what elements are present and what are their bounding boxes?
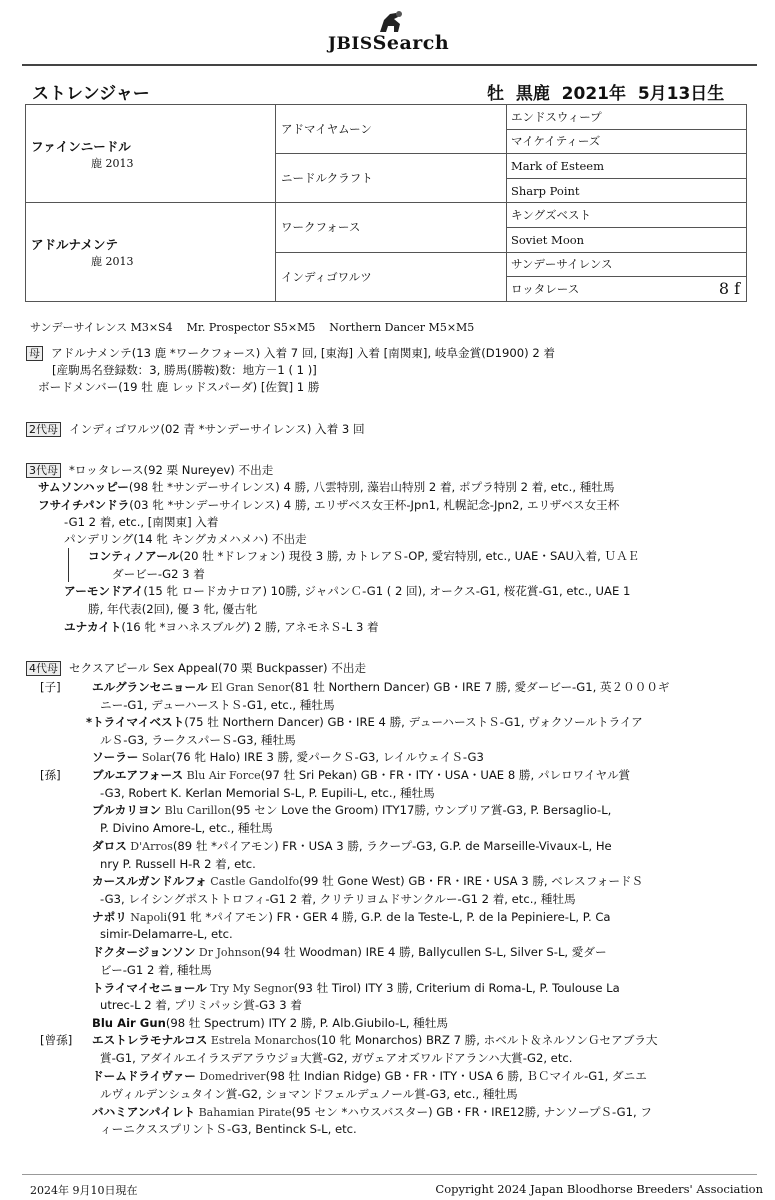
descendant-record-cont: -G3, Robert K. Kerlan Memorial S-L, P. Eupili-L, etc., 種牡馬	[100, 786, 435, 800]
descendant-english-name: Dr Johnson	[195, 946, 262, 959]
descendant-line-cont	[100, 697, 335, 714]
horse-icon	[372, 10, 412, 34]
ggs-5: キングズベスト	[507, 203, 747, 228]
descendant-line-cont	[100, 891, 576, 908]
descendant-record: (95 セン *ハウスバスター) GB・FR・IRE12勝, ナンソープＳ-G1, フ	[291, 1105, 652, 1119]
descendant-name: ダロス	[92, 839, 127, 853]
dam-cell	[26, 203, 276, 301]
descendant-record-cont: utrec-L 2 着, プリミパッシ賞-G3 3 着	[100, 998, 302, 1012]
descendant-record-cont: ビー-G1 2 着, 種牡馬	[100, 963, 212, 977]
second-dam-record: インディゴワルツ(02 青 *サンデーサイレンス) 入着 3 回	[69, 422, 365, 436]
progeny-name: サムソンハッピー	[38, 480, 129, 494]
jbis-logo[interactable]	[328, 10, 458, 54]
dam-progeny-summary: [産駒馬名登録数：3, 勝馬(勝鞍)数：地方－1 ( 1 )]	[52, 363, 317, 377]
descendant-name: *トライマイベスト	[86, 715, 185, 729]
descendant-name: トライマイセニョール	[92, 981, 207, 995]
descendant-line-cont	[100, 962, 212, 979]
descendant-record-cont: ルヴィルデンシュタイン賞-G2, ショマンドフェルデュノール賞-G3, etc., 種牡馬	[100, 1087, 518, 1101]
gs-1: アドマイヤムーン	[276, 105, 507, 154]
progeny-record: (03 牝 *サンデーサイレンス) 4 勝, エリザベス女王杯-Jpn1, 札幌記念-Jpn2, エリザベス女王杯	[129, 498, 620, 512]
descendant-name: ブルカリヨン	[92, 803, 162, 817]
descendant-name: Blu Air Gun	[92, 1016, 166, 1030]
descendant-name: ブルエアフォース	[92, 768, 184, 782]
descendant-record: (98 牡 Indian Ridge) GB・FR・ITY・USA 6 勝, ＢＣマイル-G1, ダニエ	[265, 1069, 647, 1083]
dam-tag: 母	[26, 346, 43, 361]
descendant-name: エルグランセニョール	[92, 680, 208, 694]
ggs-4: Sharp Point	[507, 178, 747, 203]
descendant-record: (93 牡 Tirol) ITY 3 勝, Criterium di Roma-L, P. Toulouse La	[293, 981, 620, 995]
footer-divider	[22, 1174, 757, 1175]
dam-progeny-1: ボードメンバー(19 牡 鹿 レッドスパーダ) [佐賀] 1 勝	[38, 380, 320, 394]
descendant-line	[92, 873, 643, 890]
descendant-name: エストレラモナルコス	[92, 1033, 208, 1047]
great-grandchild-label: [曾孫]	[40, 1033, 73, 1047]
third-dam-record: *ロッタレース(92 栗 Nureyev) 不出走	[69, 463, 274, 477]
third-dam-progeny-5-cont: 勝, 年代表(2回), 優 3 牝, 優古牝	[88, 602, 258, 616]
progeny-name: フサイチパンドラ	[38, 498, 130, 512]
dam-line-1	[26, 345, 555, 362]
descendant-record-cont: P. Divino Amore-L, etc., 種牡馬	[100, 821, 273, 835]
descendant-name: ドクタージョンソン	[92, 945, 196, 959]
dam-record: アドルナメンテ(13 鹿 *ワークフォース) 入着 7 回, [東海] 入着 [南関東], 岐阜金賞(D1900) 2 着	[51, 346, 556, 360]
descendant-record: (94 牡 Woodman) IRE 4 勝, Ballycullen S-L, Silver S-L, 愛ダー	[261, 945, 607, 959]
descendant-record: (98 牡 Spectrum) ITY 2 勝, P. Alb.Giubilo-L, 種牡馬	[165, 1016, 448, 1030]
descendant-line	[92, 838, 612, 855]
fourth-dam-tag: 4代母	[26, 661, 61, 676]
descendant-name: ソーラー	[92, 750, 139, 764]
descendant-english-name: Domedriver	[195, 1070, 266, 1083]
third-dam-progeny-3: パンデリング(14 牝 キングカメハメハ) 不出走	[64, 532, 307, 546]
descendant-record: (81 牡 Northern Dancer) GB・IRE 7 勝, 愛ダービー-G1, 英２０００ギ	[290, 680, 670, 694]
gs-2: ニードルクラフト	[276, 154, 507, 203]
descendant-name: ドームドライヴァー	[92, 1069, 196, 1083]
fourth-dam-line	[26, 660, 366, 677]
dam-name: アドルナメンテ	[31, 237, 119, 253]
grandchild-label: [孫]	[40, 768, 61, 782]
logo-suffix: Search	[372, 32, 450, 54]
gs-3: ワークフォース	[276, 203, 507, 252]
descendant-record: (99 牡 Gone West) GB・FR・IRE・USA 3 勝, ベレスフォードＳ	[299, 874, 644, 888]
descendant-line	[92, 1104, 652, 1121]
descendant-line	[92, 749, 484, 766]
descendant-english-name: El Gran Senor	[207, 681, 291, 694]
descendant-record: (97 牡 Sri Pekan) GB・FR・ITY・USA・UAE 8 勝, パレロワイヤル賞	[260, 768, 631, 782]
ggs-3: Mark of Esteem	[507, 154, 747, 179]
ggs-8	[507, 277, 747, 302]
descendant-record: (10 牝 Monarchos) BRZ 7 勝, ホベルト＆ネルソンＧセアブラ大	[316, 1033, 658, 1047]
ggs-7: サンデーサイレンス	[507, 252, 747, 277]
ggs-6: Soviet Moon	[507, 227, 747, 252]
progeny-name: コンティノアール	[88, 549, 180, 563]
descendant-english-name: Bahamian Pirate	[195, 1106, 292, 1119]
descendant-line	[92, 802, 611, 819]
descendant-line	[92, 1015, 448, 1032]
descendant-line-cont	[100, 1121, 357, 1138]
descendant-record-cont: simir-Delamarre-L, etc.	[100, 927, 233, 941]
progeny-name: ユナカイト	[64, 620, 122, 634]
descendant-english-name: Castle Gandolfo	[206, 875, 300, 888]
descendant-english-name: Blu Carillon	[161, 804, 232, 817]
descendant-english-name: Estrela Monarchos	[207, 1034, 317, 1047]
sire-cell	[26, 105, 276, 203]
descendant-record: (89 牡 *パイアモン) FR・USA 3 勝, ラクープ-G3, G.P. de Marseille-Vivaux-L, He	[172, 839, 612, 853]
logo-brand: JBIS	[328, 34, 373, 54]
ggs-1: エンドスウィープ	[507, 105, 747, 130]
descendant-record-cont: -G3, レイシングポストトロフィ-G1 2 着, クリテリヨムドサンクルー-G1 2 着, etc., 種牡馬	[100, 892, 576, 906]
descendant-line	[92, 980, 620, 997]
descendant-line	[92, 767, 630, 784]
descendant-record-cont: ルＳ-G3, ラークスパーＳ-G3, 種牡馬	[100, 733, 296, 747]
descendant-record: (76 牝 Halo) IRE 3 勝, 愛パークＳ-G3, レイルウェイＳ-G3	[171, 750, 484, 764]
descendant-english-name: Napoli	[126, 911, 168, 924]
descendant-english-name: Try My Segnor	[206, 982, 294, 995]
descendant-line-cont	[100, 997, 302, 1014]
progeny-record: (15 牝 ロードカナロア) 10勝, ジャパンＣ-G1 ( 2 回), オークス-G1, 桜花賞-G1, etc., UAE 1	[143, 584, 631, 598]
progeny-record: (16 牝 *ヨハネスブルグ) 2 勝, アネモネＳ-L 3 着	[121, 620, 379, 634]
pedigree-table	[25, 104, 747, 302]
progeny-record: (20 牡 *ドレフォン) 現役 3 勝, カトレアＳ-OP, 愛宕特別, etc., UAE・SAU入着, ＵＡＥ	[179, 549, 640, 563]
descendant-record-cont: ィーニクススプリントＳ-G3, Bentinck S-L, etc.	[100, 1122, 357, 1136]
third-dam-progeny-6	[64, 619, 379, 636]
descendant-line	[92, 1068, 647, 1085]
inbreeding-line: サンデーサイレンス M3×S4 Mr. Prospector S5×M5 Northern Dancer M5×M5	[30, 321, 475, 334]
descendant-line-cont	[100, 926, 233, 943]
descendant-line-cont	[100, 732, 296, 749]
descendant-record-cont: 賞-G1, アダイルエイラスデアラウジョ大賞-G2, ガヴェアオズワルドアランハ大賞-G2, etc.	[100, 1051, 573, 1065]
descendant-name: カースルガンドルフォ	[92, 874, 207, 888]
second-dam-line	[26, 421, 365, 438]
descendant-line	[92, 679, 670, 696]
third-dam-progeny-5	[64, 583, 630, 600]
third-dam-progeny-4	[88, 548, 639, 565]
descendant-line-cont	[100, 785, 435, 802]
ggs-2: マイケイティーズ	[507, 129, 747, 154]
third-dam-progeny-2	[38, 497, 619, 514]
horse-info: 牡 黒鹿 2021年 5月13日生	[487, 84, 725, 104]
descendant-line-cont	[100, 820, 273, 837]
sire-name: ファインニードル	[31, 138, 131, 154]
ggs-8-name: ロッタレース	[511, 281, 580, 296]
descendant-name: ナポリ	[92, 910, 127, 924]
third-dam-line	[26, 462, 273, 479]
third-dam-tag: 3代母	[26, 463, 61, 478]
descendant-record-cont: ニー-G1, デューハーストＳ-G1, etc., 種牡馬	[100, 698, 335, 712]
third-dam-progeny-4-cont: ダービー-G2 3 着	[112, 567, 205, 581]
header-divider	[22, 64, 757, 66]
descendant-line	[92, 909, 611, 926]
descendant-record-cont: nry P. Russell H-R 2 着, etc.	[100, 857, 256, 871]
third-dam-progeny-2-cont: -G1 2 着, etc., [南関東] 入着	[64, 515, 219, 529]
lineage-bar	[68, 548, 69, 582]
gs-4: インディゴワルツ	[276, 252, 507, 301]
descendant-record: (91 牝 *パイアモン) FR・GER 4 勝, G.P. de la Teste-L, P. de la Pepiniere-L, P. Ca	[167, 910, 611, 924]
descendant-line	[86, 714, 643, 731]
sire-detail: 鹿 2013	[91, 156, 134, 170]
descendant-line-cont	[100, 856, 256, 873]
descendant-english-name: Blu Air Force	[183, 769, 261, 782]
descendant-english-name: D'Arros	[126, 840, 173, 853]
descendant-line	[92, 1032, 658, 1049]
descendant-record: (95 セン Love the Groom) ITY17勝, ウンブリア賞-G3, P. Bersaglio-L,	[231, 803, 612, 817]
descendant-line	[92, 944, 607, 961]
second-dam-tag: 2代母	[26, 422, 61, 437]
descendant-line-cont	[100, 1050, 572, 1067]
descendant-english-name: Solar	[138, 751, 172, 764]
horse-name: ストレンジャー	[32, 84, 150, 104]
descendant-line-cont	[100, 1086, 518, 1103]
copyright: Copyright 2024 Japan Bloodhorse Breeders' Association	[435, 1182, 763, 1196]
family-number: 8 f	[718, 279, 740, 299]
descendant-record: (75 牡 Northern Dancer) GB・IRE 4 勝, デューハーストＳ-G1, ヴォクソールトライア	[184, 715, 643, 729]
progeny-name: アーモンドアイ	[64, 584, 144, 598]
fourth-dam-record: セクスアピール Sex Appeal(70 栗 Buckpasser) 不出走	[69, 661, 367, 675]
progeny-record: (98 牡 *サンデーサイレンス) 4 勝, 八雲特別, 藻岩山特別 2 着, ポプラ特別 2 着, etc., 種牡馬	[128, 480, 615, 494]
dam-detail: 鹿 2013	[91, 255, 134, 269]
child-label: [子]	[40, 680, 61, 694]
descendant-name: バハミアンパイレト	[92, 1105, 196, 1119]
as-of-date: 2024年 9月10日現在	[30, 1184, 138, 1197]
third-dam-progeny-1	[38, 479, 615, 496]
